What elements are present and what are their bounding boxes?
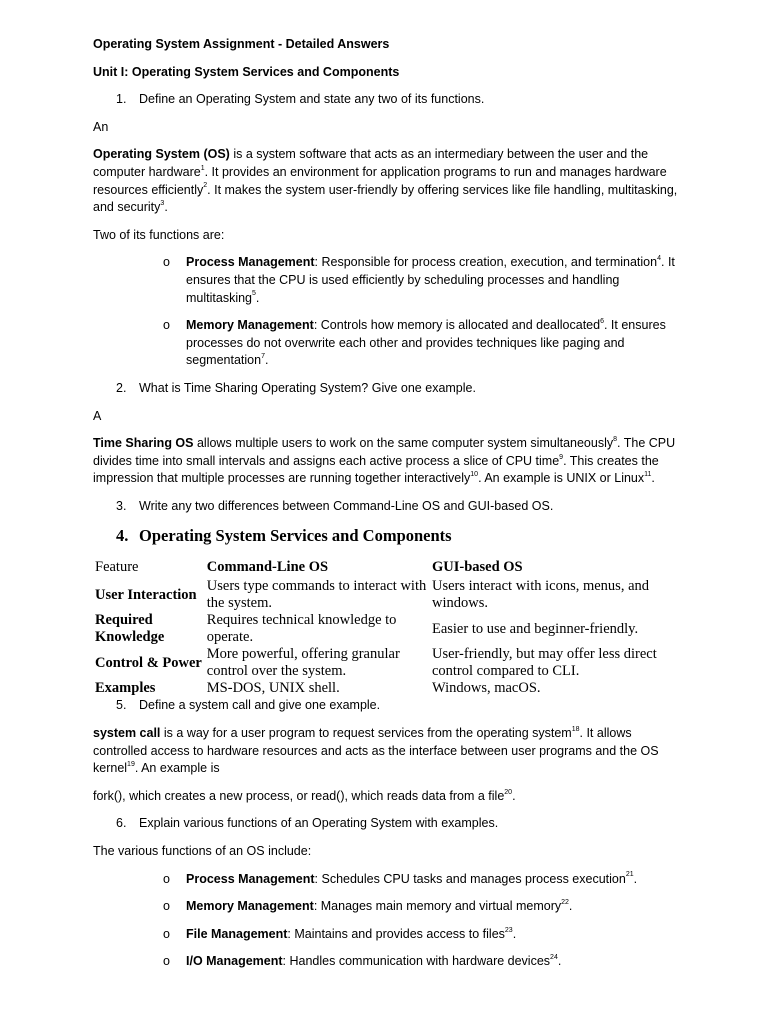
- text-run: fork(), which creates a new process, or read(), which reads data from a file: [93, 788, 505, 803]
- text-run: : Responsible for process creation, execution, and termination: [314, 255, 658, 270]
- term: Time Sharing OS: [93, 436, 194, 451]
- table-cell: User Interaction: [95, 586, 197, 603]
- unit-heading: Unit I: Operating System Services and Components: [93, 64, 400, 79]
- term-os: Operating System (OS): [93, 147, 230, 162]
- bullet-marker: o: [163, 899, 170, 914]
- term: File Management: [186, 926, 288, 941]
- table-cell: Required Knowledge: [95, 612, 165, 646]
- table-header-row: [93, 559, 678, 578]
- text-run: .: [512, 788, 516, 803]
- text-run: .: [512, 926, 517, 941]
- table-cell: Windows, macOS.: [431, 680, 541, 697]
- text-run: . It ensures that the CPU is used efficiently by scheduling processes and handling multitasking: [186, 255, 675, 305]
- section-number: 4.: [116, 526, 129, 546]
- bullet-marker: o: [163, 318, 170, 333]
- table-header-cell: Feature: [95, 559, 139, 576]
- table-cell: User-friendly, but may offer less direct control compared to CLI.: [431, 646, 657, 680]
- footnote-ref: 6: [600, 317, 604, 325]
- text-run: : Maintains and provides access to files: [287, 926, 505, 941]
- footnote-ref: 11: [644, 471, 652, 479]
- table-cell: Users interact with icons, menus, and windows.: [431, 578, 650, 612]
- comparison-table: [93, 559, 678, 697]
- footnote-ref: 10: [470, 471, 479, 479]
- text-run: . It makes the system user-friendly by offering services like file handling, multitasking, and security: [93, 182, 678, 215]
- text-run: allows multiple users to work on the same computer system simultaneously: [193, 436, 614, 451]
- footnote-ref: 21: [625, 871, 634, 879]
- footnote-ref: 24: [550, 954, 558, 962]
- footnote-ref: 18: [571, 725, 580, 733]
- system-call-example: [93, 788, 678, 806]
- function-process-management: [93, 254, 678, 307]
- question-text: What is Time Sharing Operating System? Give one example.: [139, 380, 476, 395]
- list-item: [93, 898, 678, 916]
- footnote-ref: 1: [200, 164, 205, 172]
- document-page: [93, 36, 678, 981]
- footnote-ref: 4: [657, 255, 661, 263]
- question-6: [93, 815, 678, 833]
- answer-label: A: [93, 408, 102, 423]
- bullet-marker: o: [163, 926, 170, 941]
- text-run: .: [568, 899, 573, 914]
- question-1: [93, 91, 678, 109]
- section-title: Operating System Services and Components: [139, 526, 452, 546]
- question-number: 3.: [116, 498, 127, 513]
- footnote-ref: 23: [504, 926, 513, 934]
- footnote-ref: 9: [559, 453, 564, 461]
- text-run: .: [255, 290, 260, 305]
- term: Memory Management: [186, 899, 314, 914]
- text-run: .: [557, 954, 562, 969]
- text-run: . It ensures processes do not overwrite each other and provides techniques like paging and segmentation: [186, 318, 666, 368]
- list-item: [93, 953, 678, 971]
- question-number: 2.: [116, 380, 127, 395]
- table-cell: Requires technical knowledge to operate.: [206, 612, 397, 646]
- table-cell: MS-DOS, UNIX shell.: [206, 680, 340, 697]
- table-header-cell: GUI-based OS: [431, 559, 523, 576]
- section-heading-4: [93, 525, 678, 547]
- question-text: Define a system call and give one example.: [139, 698, 381, 713]
- functions-intro: Two of its functions are:: [93, 227, 225, 242]
- footnote-ref: 22: [561, 899, 569, 907]
- list-item: [93, 871, 678, 889]
- footnote-ref: 20: [504, 788, 513, 796]
- table-row: [93, 578, 678, 612]
- bullet-marker: o: [163, 255, 170, 270]
- text-run: : Manages main memory and virtual memory: [313, 899, 562, 914]
- text-run: : Schedules CPU tasks and manages process execution: [314, 871, 626, 886]
- text-run: . The CPU divides time into small intervals and assigns each active process a slice of CPU time: [93, 436, 676, 468]
- document-title: Operating System Assignment - Detailed Answers: [93, 37, 390, 51]
- answer-label: An: [93, 119, 109, 134]
- text-run: . An example is UNIX or Linux: [478, 471, 645, 486]
- function-memory-management: [93, 317, 678, 370]
- question-5: [93, 697, 678, 715]
- bullet-marker: o: [163, 871, 170, 886]
- question-number: 5.: [116, 698, 127, 713]
- text-run: : Handles communication with hardware devices: [282, 954, 551, 969]
- term: Process Management: [186, 255, 315, 270]
- table-cell: More powerful, offering granular control over the system.: [206, 646, 400, 680]
- question-3: [93, 498, 678, 516]
- term: Memory Management: [186, 318, 314, 333]
- footnote-ref: 19: [127, 761, 135, 769]
- footnote-ref: 7: [261, 353, 265, 361]
- text-run: is a way for a user program to request services from the operating system: [160, 726, 572, 741]
- footnote-ref: 2: [203, 182, 208, 190]
- text-run: . An example is: [134, 761, 220, 776]
- footnote-ref: 3: [160, 200, 165, 207]
- table-cell: Easier to use and beginner-friendly.: [431, 620, 639, 637]
- question-number: 1.: [116, 92, 127, 107]
- table-row: [93, 680, 678, 697]
- question-text: Write any two differences between Command-Line OS and GUI-based OS.: [139, 498, 554, 513]
- term: I/O Management: [186, 954, 283, 969]
- text-run: . This creates the impression that multiple processes are running together interactively: [93, 453, 659, 486]
- table-row: [93, 612, 678, 646]
- table-header-cell: Command-Line OS: [206, 559, 329, 576]
- os-definition-paragraph: [93, 146, 678, 216]
- text-run: .: [633, 871, 638, 886]
- question-text: Explain various functions of an Operating System with examples.: [139, 816, 499, 831]
- text-run: . It provides an environment for application programs to run and manages hardware resources efficiently: [93, 164, 667, 197]
- list-item: [93, 926, 678, 944]
- question-number: 6.: [116, 816, 127, 831]
- question-text: Define an Operating System and state any two of its functions.: [139, 92, 485, 107]
- footnote-ref: 5: [252, 290, 256, 298]
- bullet-marker: o: [163, 954, 170, 969]
- table-cell: Users type commands to interact with the system.: [206, 578, 427, 612]
- time-sharing-paragraph: [93, 435, 678, 488]
- term: Process Management: [186, 871, 315, 886]
- question-2: [93, 380, 678, 398]
- text-run: .: [264, 353, 269, 368]
- text-run: .: [651, 471, 655, 486]
- table-cell: Examples: [95, 680, 156, 697]
- table-cell: Control & Power: [95, 654, 202, 671]
- functions-intro: The various functions of an OS include:: [93, 844, 312, 859]
- text-run: . It allows controlled access to hardware resources and acts as the interface between user programs and the OS kernel: [93, 726, 659, 776]
- text-run: is a system software that acts as an intermediary between the user and the computer hardware: [93, 147, 649, 179]
- table-row: [93, 646, 678, 680]
- text-run: : Controls how memory is allocated and deallocated: [313, 318, 601, 333]
- system-call-paragraph: [93, 725, 678, 778]
- text-run: .: [164, 200, 168, 215]
- footnote-ref: 8: [613, 435, 618, 443]
- term: system call: [93, 726, 161, 741]
